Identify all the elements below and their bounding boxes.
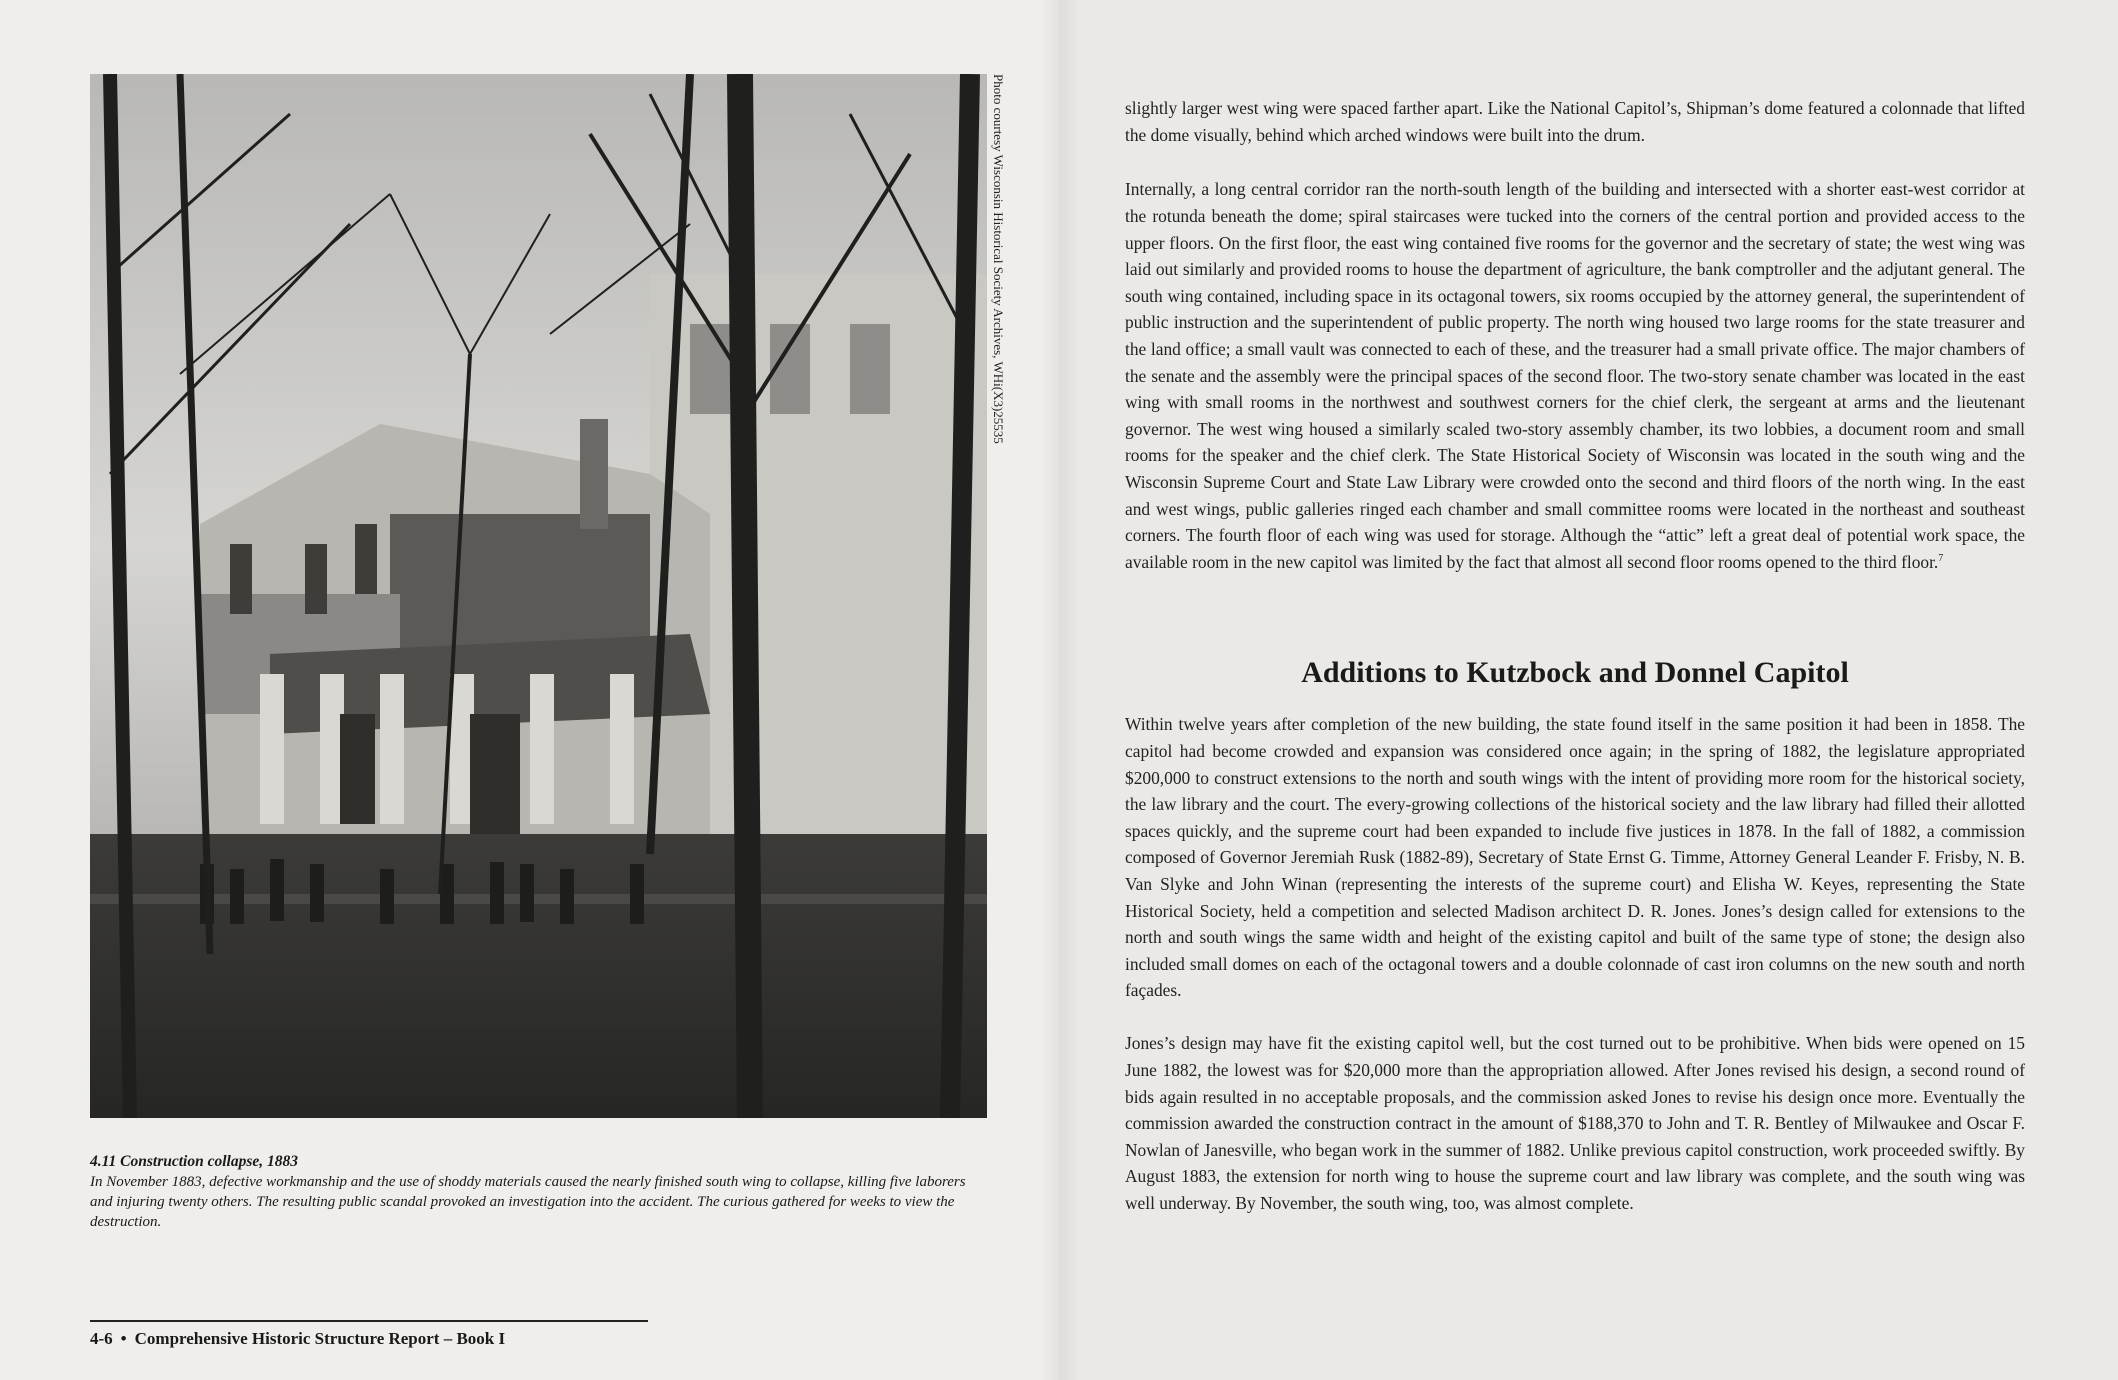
figure-caption	[90, 1152, 970, 1232]
photo-credit-text: Photo courtesy Wisconsin Historical Society Archives, WHi(X3)25535	[991, 74, 1006, 444]
page-footer	[90, 1329, 505, 1349]
photo-illustration	[90, 74, 987, 1118]
report-title: Comprehensive Historic Structure Report – Book I	[134, 1329, 506, 1348]
figure-title: 4.11 Construction collapse, 1883	[90, 1153, 298, 1170]
photo-credit	[984, 74, 1014, 454]
book-spine	[1040, 0, 1080, 1380]
body-paragraph-2-text: Internally, a long central corridor ran the north-south length of the building and intersected with a shorter east-west corridor at the rotunda beneath the dome; spiral staircases were tucked into the corners of the central portion and provided access to the upper floors. On the first floor, the east wing contained five rooms for the governor and the secretary of state; the west wing was laid out similarly and provided rooms to house the department of agriculture, the bank comptroller and the adjutant general. The south wing contained, including space in its octagonal towers, six rooms occupied by the attorney general, the superintendent of public instruction and the superintendent of public property. The north wing housed two large rooms for the state treasurer and the land office; a small vault was connected to each of these, and the treasurer had a small private office. The major chambers of the senate and the assembly were the principal spaces of the second floor. The two-story senate chamber was located in the east wing with small rooms in the northwest and southwest corners for the chief clerk, the sergeant at arms and the lieutenant governor. The west wing housed a similarly scaled two-story assembly chamber, its two lobbies, a document room and small rooms for the speaker and the chief clerk. The State Historical Society of Wisconsin was located in the south wing and the Wisconsin Supreme Court and State Law Library were crowded onto the second and third floors of the north wing. In the east and west wings, public galleries ringed each chamber and small committee rooms were located in the northeast and southeast corners. The fourth floor of each wing was used for storage. Although the “attic” left a great deal of potential work space, the available room in the new capitol was limited by the fact that almost all second floor rooms opened to the third floor.	[1125, 179, 2025, 572]
body-paragraph-4: Jones’s design may have fit the existing capitol well, but the cost turned out to be prohibitive. When bids were opened on 15 June 1882, the lowest was for $20,000 more than the appropriation allowed. After Jones revised his design, a second round of bids again resulted in no acceptable proposals, and the commission asked Jones to revise his design once more. Eventually the commission awarded the construction contract in the amount of $188,370 to John and T. R. Bentley of Milwaukee and Oscar F. Nowlan of Janesville, who began work in the summer of 1882. Unlike previous capitol construction, work proceeded swiftly. By August 1883, the extension for north wing to house the supreme court and law library was complete, and the south wing was well underway. By November, the south wing, too, was almost complete.	[1125, 1033, 2025, 1213]
page-number: 4-6	[90, 1329, 113, 1348]
section-heading: Additions to Kutzbock and Donnel Capitol	[1301, 656, 1849, 689]
body-paragraph-2	[1125, 176, 2025, 575]
figure-description: In November 1883, defective workmanship and the use of shoddy materials caused the nearly finished south wing to collapse, killing five laborers and injuring twenty others. The resulting public scandal provoked an investigation into the accident. The curious gathered for weeks to view the destruction.	[90, 1174, 966, 1230]
body-paragraph-3: Within twelve years after completion of the new building, the state found itself in the same position it had been in 1858. The capitol had become crowded and expansion was considered once again; in the spring of 1882, the legislature appropriated $200,000 to construct extensions to the north and south wings with the intent of providing more room for the historical society, the law library and the court. The every-growing collections of the historical society and the law library had filled their allotted spaces quickly, and the supreme court had been expanded to include five justices in 1878. In the fall of 1882, a commission composed of Governor Jeremiah Rusk (1882-89), Secretary of State Ernst G. Timme, Attorney General Leander F. Frisby, N. B. Van Slyke and John Winan (representing the interests of the supreme court) and Elisha W. Keyes, representing the State Historical Society, held a competition and selected Madison architect D. R. Jones. Jones’s design called for extensions to the north and south wings the same width and height of the existing capitol and built of the same type of stone; the design also included small domes on each of the octagonal towers and a double colonnade of cast iron columns on the new south and north façades.	[1125, 714, 2025, 1001]
footer-bullet: •	[120, 1329, 127, 1348]
footer-rule	[90, 1320, 648, 1322]
collapse-photograph	[90, 74, 987, 1118]
footnote-ref: 7	[1938, 552, 1944, 564]
ground	[90, 834, 987, 1118]
body-paragraph-1: slightly larger west wing were spaced farther apart. Like the National Capitol’s, Shipman’s dome featured a colonnade that lifted the dome visually, behind which arched windows were built into the drum.	[1125, 98, 2025, 145]
